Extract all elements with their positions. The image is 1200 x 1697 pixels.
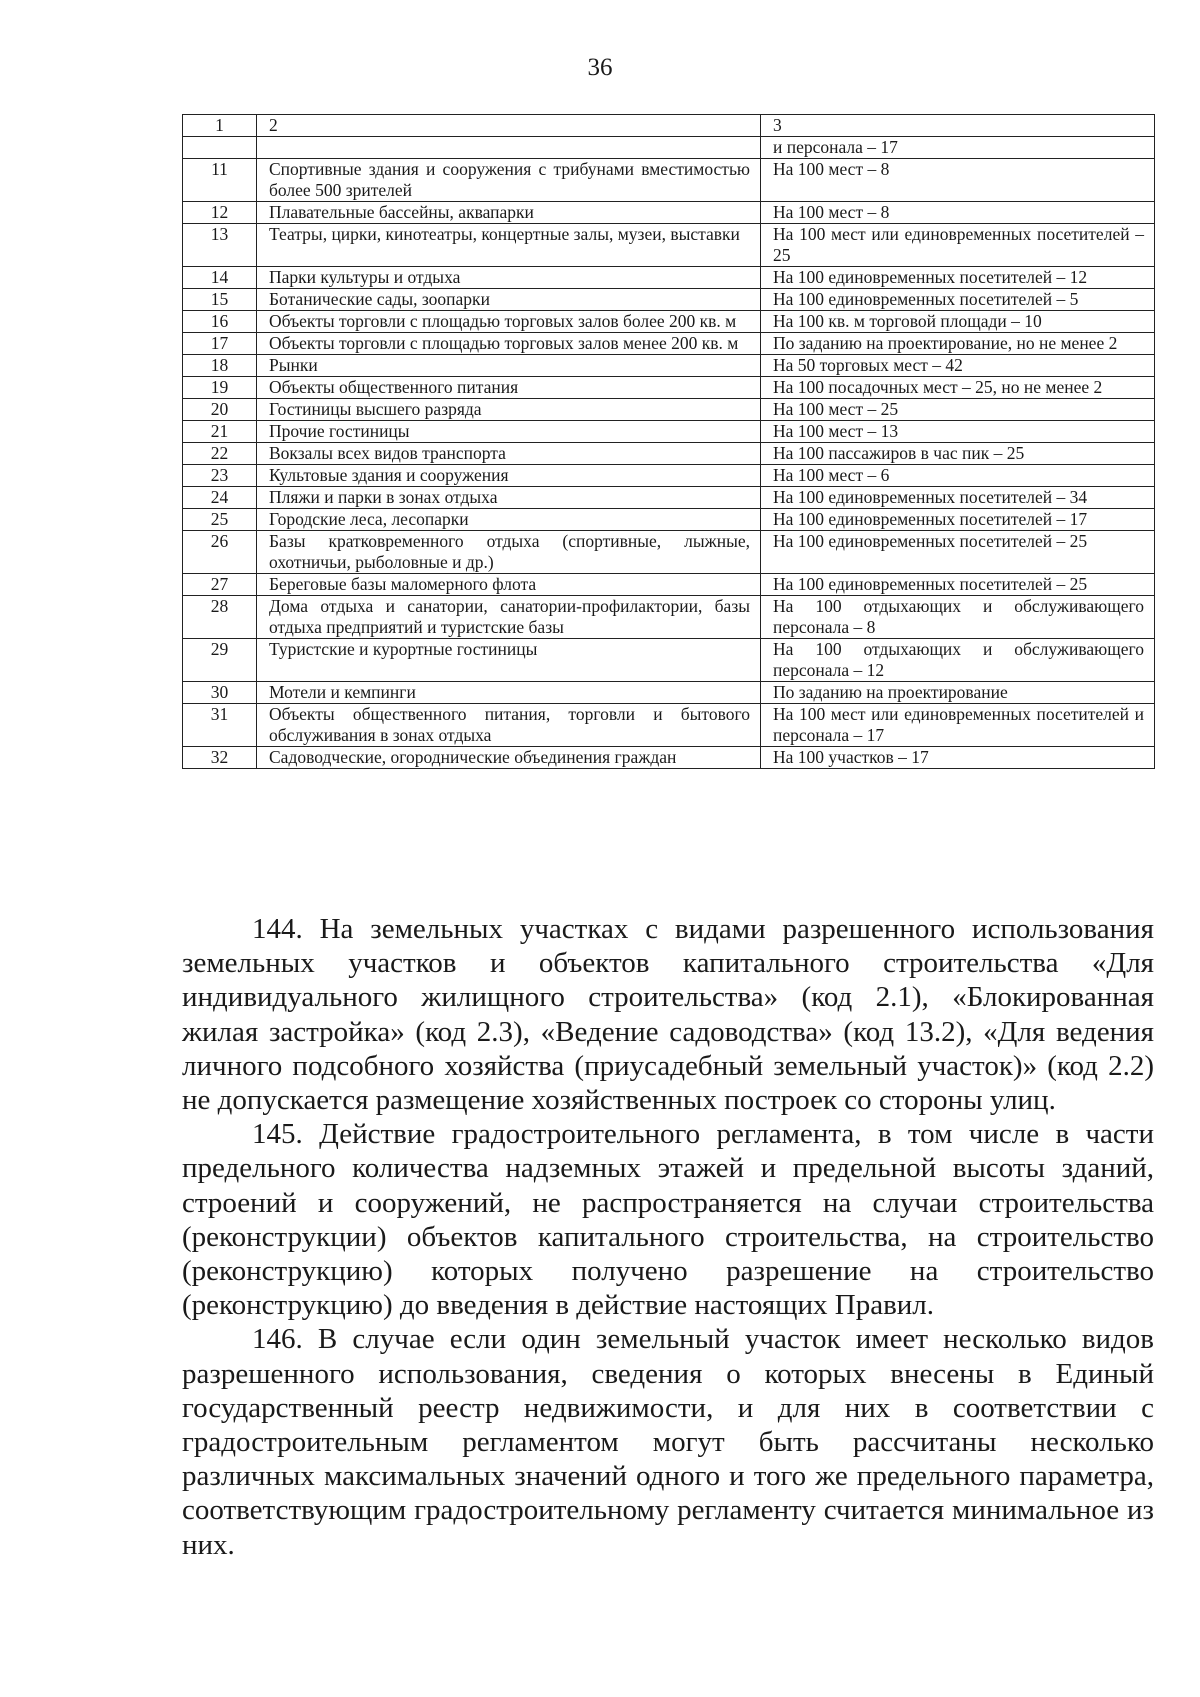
norm-value-cell: и персонала – 17 [761,137,1155,159]
table-row [183,224,1155,267]
object-name-cell: Объекты общественного питания [257,377,761,399]
norm-value-cell: На 100 единовременных посетителей – 25 [761,531,1155,574]
paragraph-146: 146. В случае если один земельный участок имеет несколько видов разрешенного использования, сведения о которых внесены в Единый государственный реестр недвижимости, и для них в соответствии с градостроительным регламентом могут быть рассчитаны несколько различных максимальных значений одного и того же предельного параметра, соответствующим градостроительному регламенту считается минимальное из них. [182,1323,1154,1561]
table-row [183,421,1155,443]
object-name-cell: Рынки [257,355,761,377]
object-name-cell: Спортивные здания и сооружения с трибунами вместимостью более 500 зрителей [257,159,761,202]
header-cell-2: 2 [257,115,761,137]
norm-value-cell: На 50 торговых мест – 42 [761,355,1155,377]
norm-value-cell: На 100 единовременных посетителей – 5 [761,289,1155,311]
object-name-cell: Культовые здания и сооружения [257,465,761,487]
table-row [183,159,1155,202]
row-number-cell: 22 [183,443,257,465]
row-number-cell: 11 [183,159,257,202]
object-name-cell: Плавательные бассейны, аквапарки [257,202,761,224]
object-name-cell: Прочие гостиницы [257,421,761,443]
row-number-cell: 28 [183,596,257,639]
object-name-cell: Городские леса, лесопарки [257,509,761,531]
norm-value-cell: На 100 отдыхающих и обслуживающего персонала – 8 [761,596,1155,639]
table-row [183,311,1155,333]
norm-value-cell: На 100 мест или единовременных посетителей и персонала – 17 [761,704,1155,747]
row-number-cell: 25 [183,509,257,531]
table-row [183,289,1155,311]
norm-value-cell: На 100 мест – 13 [761,421,1155,443]
norm-value-cell: На 100 мест – 25 [761,399,1155,421]
norm-value-cell: На 100 единовременных посетителей – 34 [761,487,1155,509]
table-row [183,202,1155,224]
object-name-cell: Гостиницы высшего разряда [257,399,761,421]
table-row [183,574,1155,596]
norm-value-cell: На 100 единовременных посетителей – 25 [761,574,1155,596]
object-name-cell: Объекты торговли с площадью торговых залов более 200 кв. м [257,311,761,333]
table-row [183,137,1155,159]
norm-value-cell: На 100 мест – 8 [761,202,1155,224]
norm-value-cell: На 100 мест – 6 [761,465,1155,487]
object-name-cell: Объекты общественного питания, торговли и бытового обслуживания в зонах отдыха [257,704,761,747]
norm-value-cell: На 100 кв. м торговой площади – 10 [761,311,1155,333]
row-number-cell: 32 [183,747,257,769]
header-cell-1: 1 [183,115,257,137]
table-row [183,443,1155,465]
object-name-cell: Ботанические сады, зоопарки [257,289,761,311]
table-row [183,465,1155,487]
header-cell-3: 3 [761,115,1155,137]
row-number-cell: 12 [183,202,257,224]
object-name-cell: Парки культуры и отдыха [257,267,761,289]
table-row [183,509,1155,531]
object-name-cell: Дома отдыха и санатории, санатории-профилактории, базы отдыха предприятий и туристские базы [257,596,761,639]
table-row [183,333,1155,355]
row-number-cell: 27 [183,574,257,596]
row-number-cell: 30 [183,682,257,704]
table-row [183,596,1155,639]
row-number-cell: 24 [183,487,257,509]
norm-value-cell: На 100 единовременных посетителей – 17 [761,509,1155,531]
norm-value-cell: На 100 отдыхающих и обслуживающего персонала – 12 [761,639,1155,682]
table-row [183,267,1155,289]
norm-value-cell: На 100 мест или единовременных посетителей – 25 [761,224,1155,267]
parking-norms-table [182,114,1155,769]
object-name-cell: Береговые базы маломерного флота [257,574,761,596]
row-number-cell: 15 [183,289,257,311]
norm-value-cell: На 100 мест – 8 [761,159,1155,202]
norm-value-cell: По заданию на проектирование, но не менее 2 [761,333,1155,355]
row-number-cell: 13 [183,224,257,267]
row-number-cell: 29 [183,639,257,682]
table-row [183,531,1155,574]
table-row [183,682,1155,704]
object-name-cell [257,137,761,159]
table-row [183,704,1155,747]
row-number-cell: 20 [183,399,257,421]
row-number-cell: 21 [183,421,257,443]
table-row [183,399,1155,421]
row-number-cell: 16 [183,311,257,333]
table-row [183,487,1155,509]
page-number: 36 [587,54,613,81]
object-name-cell: Базы кратковременного отдыха (спортивные, лыжные, охотничьи, рыболовные и др.) [257,531,761,574]
paragraph-145: 145. Действие градостроительного регламента, в том числе в части предельного количества надземных этажей и предельной высоты зданий, строений и сооружений, не распространяется на случаи строительства (реконструкции) объектов капитального строительства, на строительство (реконструкцию) которых получено разрешение на строительство (реконструкцию) до введения в действие настоящих Правил. [182,1118,1154,1322]
object-name-cell: Театры, цирки, кинотеатры, концертные залы, музеи, выставки [257,224,761,267]
object-name-cell: Туристские и курортные гостиницы [257,639,761,682]
row-number-cell: 14 [183,267,257,289]
row-number-cell: 19 [183,377,257,399]
object-name-cell: Пляжи и парки в зонах отдыха [257,487,761,509]
table-header-row [183,115,1155,137]
row-number-cell [183,137,257,159]
body-text [182,912,1154,1562]
row-number-cell: 31 [183,704,257,747]
row-number-cell: 26 [183,531,257,574]
object-name-cell: Объекты торговли с площадью торговых залов менее 200 кв. м [257,333,761,355]
paragraph-144: 144. На земельных участках с видами разрешенного использования земельных участков и объектов капитального строительства «Для индивидуального жилищного строительства» (код 2.1), «Блокированная жилая застройка» (код 2.3), «Ведение садоводства» (код 13.2), «Для ведения личного подсобного хозяйства (приусадебный земельный участок)» (код 2.2) не допускается размещение хозяйственных построек со стороны улиц. [182,913,1154,1117]
norm-value-cell: На 100 посадочных мест – 25, но не менее 2 [761,377,1155,399]
norms-table-container [182,114,1154,769]
table-row [183,377,1155,399]
object-name-cell: Садоводческие, огороднические объединения граждан [257,747,761,769]
table-row [183,639,1155,682]
table-row [183,747,1155,769]
norm-value-cell: По заданию на проектирование [761,682,1155,704]
norm-value-cell: На 100 участков – 17 [761,747,1155,769]
row-number-cell: 23 [183,465,257,487]
row-number-cell: 18 [183,355,257,377]
norm-value-cell: На 100 единовременных посетителей – 12 [761,267,1155,289]
table-row [183,355,1155,377]
table-body [183,115,1155,769]
object-name-cell: Мотели и кемпинги [257,682,761,704]
row-number-cell: 17 [183,333,257,355]
norm-value-cell: На 100 пассажиров в час пик – 25 [761,443,1155,465]
object-name-cell: Вокзалы всех видов транспорта [257,443,761,465]
